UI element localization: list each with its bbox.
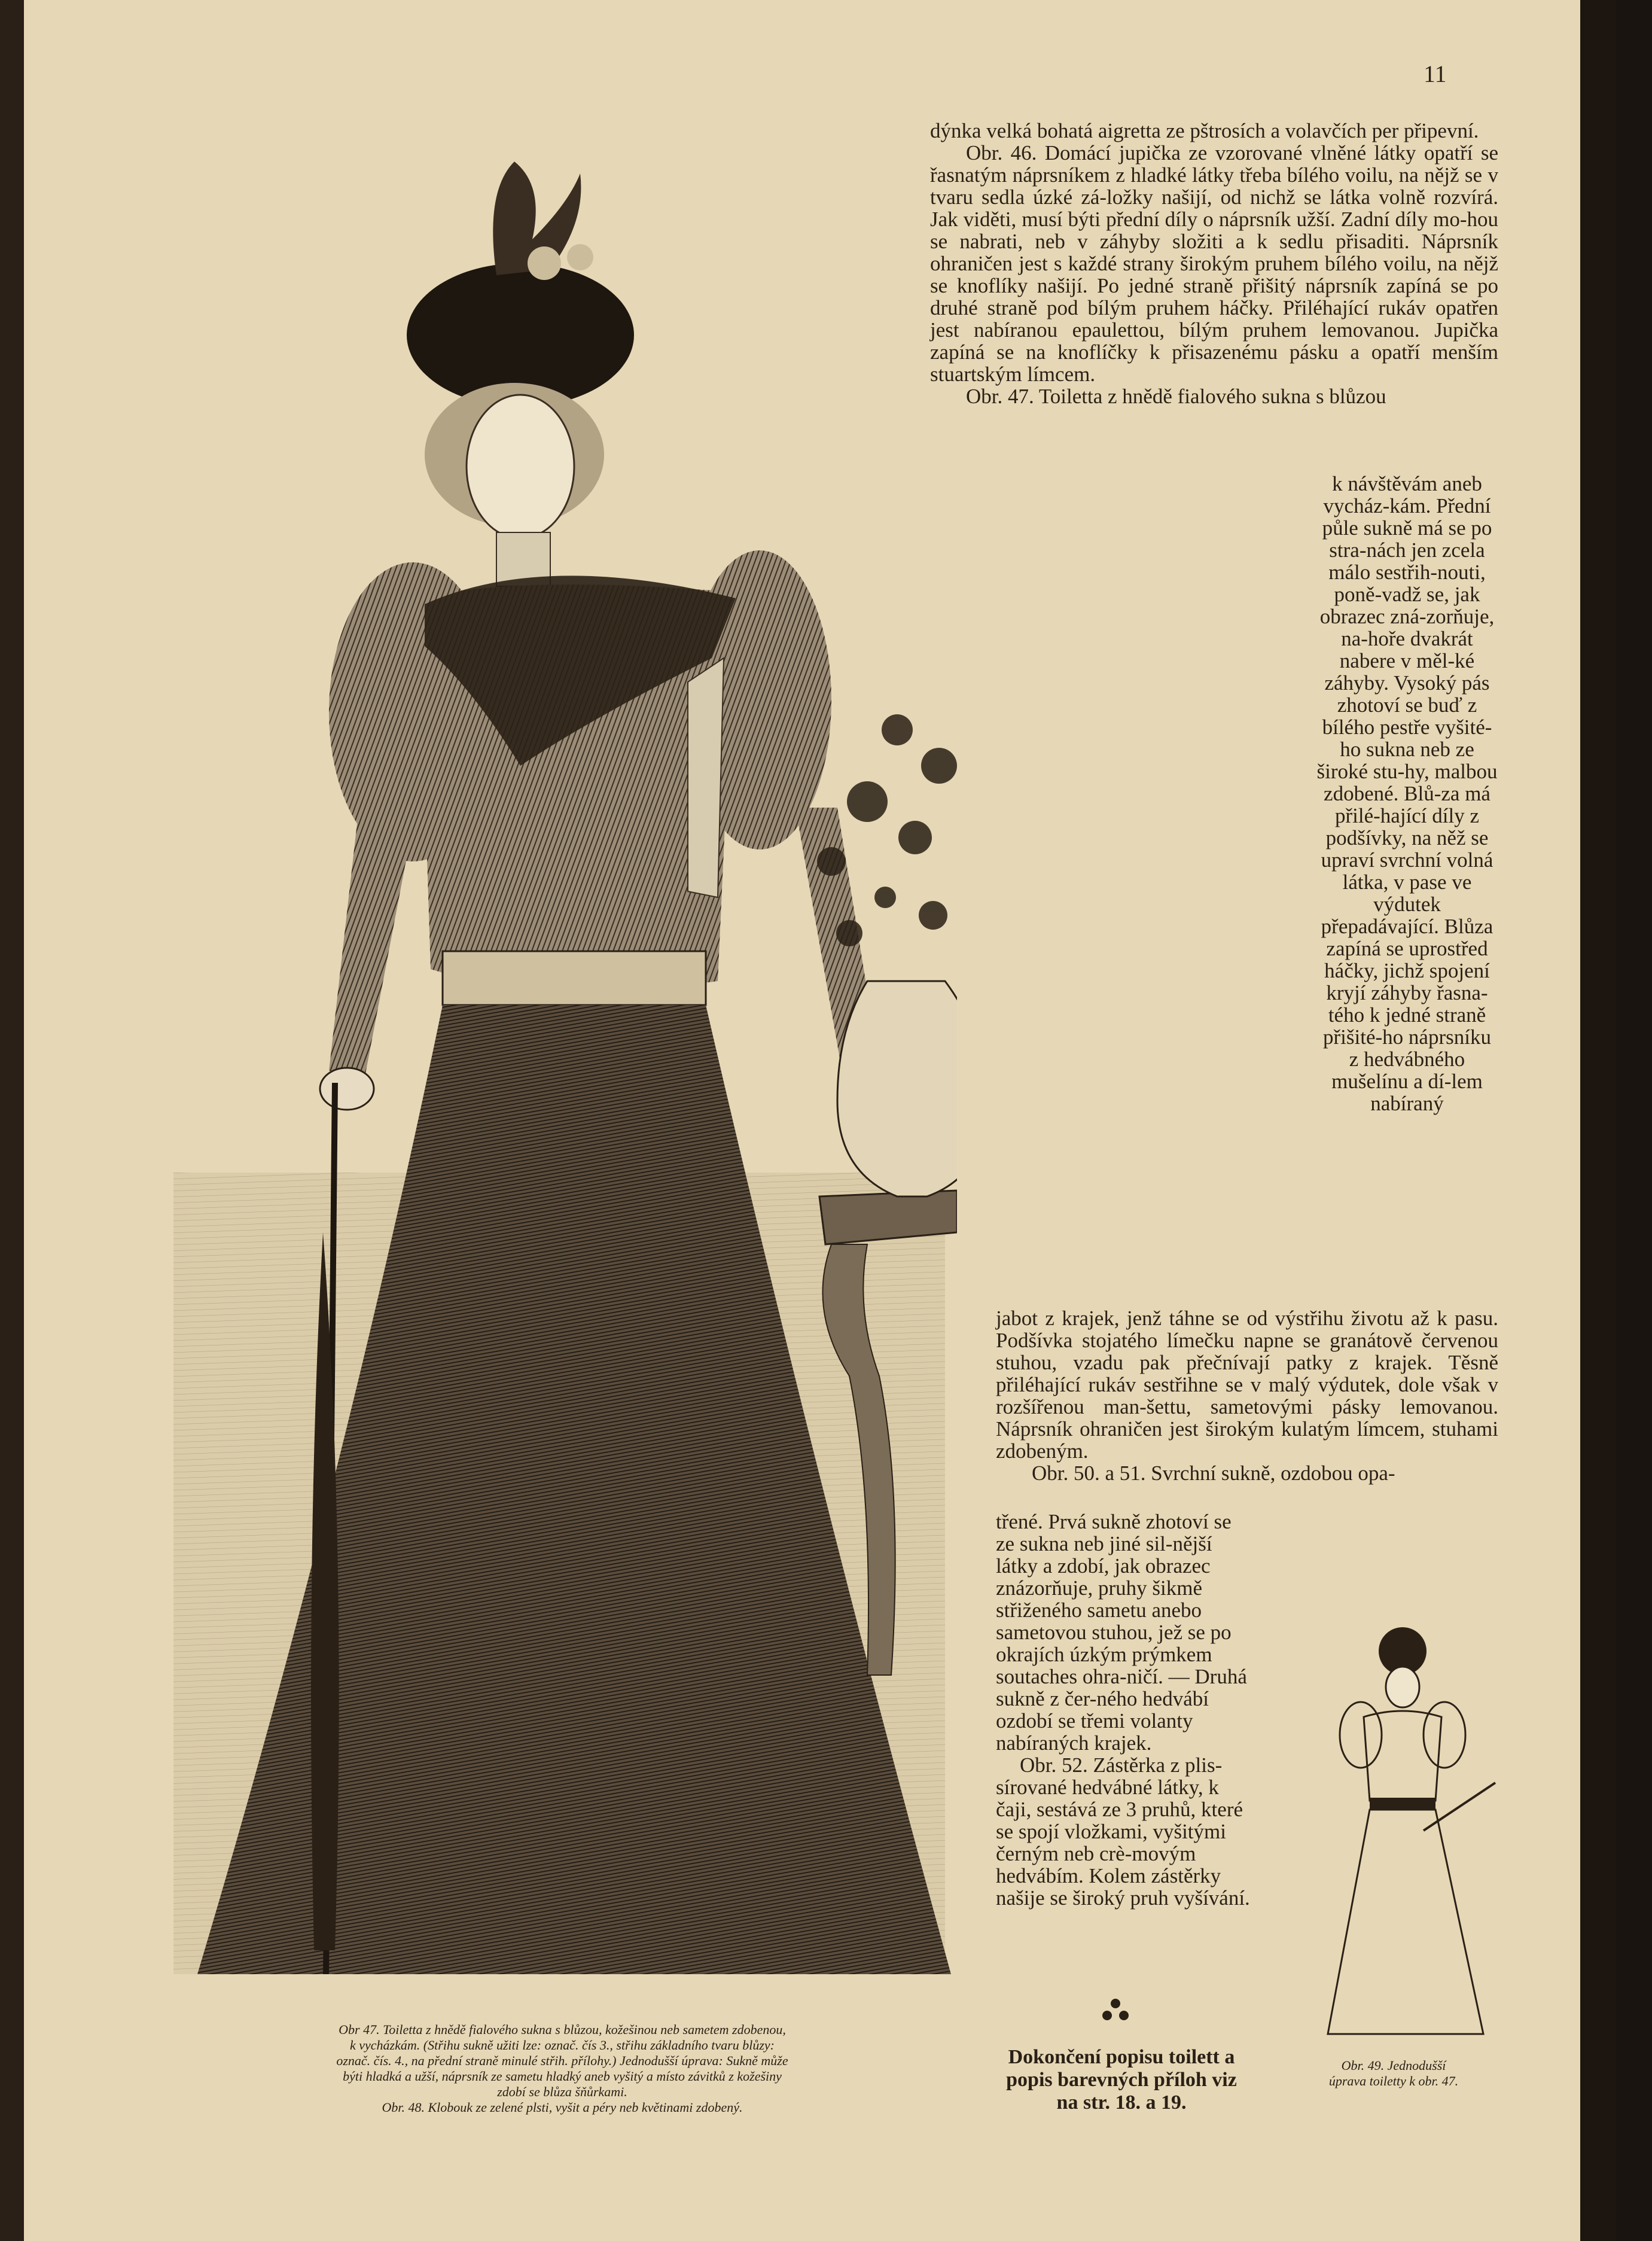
paragraph-obr-52: Obr. 52. Zástěrka z plis-sírované hedvábné látky, k čaji, sestává ze 3 pruhů, které se spojí vložkami, vyšitými černým neb crè-movým hedvábím. Kolem zástěrky našije se široký pruh vyšívání. xyxy=(996,1753,1250,1910)
small-figure-illustration xyxy=(1304,1621,1501,2040)
caption-line: zdobí se blůza šňůrkami. xyxy=(497,2084,627,2099)
caption-line: úprava toiletty k obr. 47. xyxy=(1328,2073,1459,2088)
caption-line: Obr 47. Toiletta z hnědě fialového sukna s blůzou, kožešinou neb sametem zdobenou, xyxy=(339,2022,786,2037)
fashion-illustration-woman-with-umbrella xyxy=(161,120,957,2010)
left-glove-hand xyxy=(320,1068,374,1110)
caption-line: býti hladká a užší, náprsník ze sametu hladký aneb vyšitý a místo závitků z kožešiny xyxy=(343,2069,782,2084)
paragraph-obr-47-start: Obr. 47. Toiletta z hnědě fialového sukna s blůzou xyxy=(966,385,1386,408)
caption-small-figure xyxy=(1292,2058,1495,2089)
page-number: 11 xyxy=(1424,60,1447,87)
paragraph-obr-46: Obr. 46. Domácí jupička ze vzorované vlněné látky opatří se řasnatým náprsníkem z hladké látky třeba bílého voilu, na nějž se v tvaru sedla úzké zá-ložky našijí, od nichž se látka volně rozvírá. Jak viděti, musí býti přední díly o náprsník užší. Zadní díly mo-hou se nabrati, neb v záhyby složiti a k sedlu přisaditi. Náprsník ohraničen jest s každé strany širokým pruhem bílého voilu, na nějž se knoflíky našijí. Po jedné straně přišitý náprsník zapíná se po druhé straně pod bílým pruhem háčky. Přiléhající rukáv opatřen jest nabíranou epaulettou, bílým pruhem lemovanou. Jupička zapíná se na knoflíčky k přisazenému pásku a opatří menším stuartským límcem. xyxy=(930,141,1498,386)
scan-dark-edge xyxy=(1580,0,1616,2241)
magazine-page xyxy=(24,0,1616,2241)
text-column-narrow: k návštěvám aneb vycház-kám. Přední půle sukně má se po stra-nách jen zcela málo sestřih-nouti, poně-vadž se, jak obrazec zná-zorňuje, na-hoře dvakrát nabere v měl-ké záhyby. Vysoký pás zhotoví se buď z bílého pestře vyšité-ho sukna neb ze široké stu-hy, malbou zdobené. Blů-za má přilé-hající díly z podšívky, na něž se upraví svrchní volná látka, v pase ve výdutek přepadávající. Blůza zapíná se uprostřed háčky, jichž spojení kryjí záhyby řasna-tého k jedné straně přišité-ho náprsníku z hedvábného mušelínu a dí-lem nabíraný xyxy=(1316,472,1498,1115)
page-binding-edge xyxy=(0,0,24,2241)
text-column-skirts xyxy=(996,1511,1253,1909)
caption-line-hat: Obr. 48. Klobouk ze zelené plsti, vyšit a péry neb květinami zdobený. xyxy=(382,2100,743,2115)
hat-flower xyxy=(528,246,561,280)
face xyxy=(467,395,574,538)
caption-main-figure xyxy=(203,2022,921,2115)
continuation-note: Dokončení popisu toilett a popis barevných příloh viz na str. 18. a 19. xyxy=(1006,2046,1237,2114)
caption-line: k vycházkám. (Střihu sukně užiti lze: označ. čís 3., střihu základního tvaru blůzy: xyxy=(349,2038,775,2053)
belt xyxy=(443,951,706,1005)
paragraph-skirts: třené. Prvá sukně zhotoví se ze sukna neb jiné sil-nější látky a zdobí, jak obrazec znázorňuje, pruhy šikmě střiženého sametu anebo sametovou stuhou, jež se po okrajích úzkým prýmkem soutaches ohra-ničí. — Druhá sukně z čer-ného hedvábí ozdobí se třemi volanty nabíraných krajek. xyxy=(996,1510,1247,1755)
lace-jabot xyxy=(688,658,724,897)
text-column-top xyxy=(930,120,1498,407)
caption-line: označ. čís. 4., na přední straně minulé střih. přílohy.) Jednodušší úprava: Sukně může xyxy=(336,2053,788,2068)
paragraph-jabot: jabot z krajek, jenž táhne se od výstřihu životu až k pasu. Podšívka stojatého límečku napne se granátově červenou stuhou, vzadu pak přečnívají patky z krajek. Těsně přiléhající rukáv sestřihne se v malý výdutek, dole však v rozšířenou man-šettu, sametovými pásky lemovanou. Náprsník ohraničen jest širokým kulatým límcem, stuhami zdobeným. xyxy=(996,1307,1498,1463)
text-column-bottom xyxy=(996,1307,1498,1484)
caption-line: Obr. 49. Jednodušší xyxy=(1341,2058,1446,2073)
paragraph-aigretta: dýnka velká bohatá aigretta ze pštrosích a volavčích per připevní. xyxy=(930,119,1479,142)
ornament-icon xyxy=(1098,1995,1133,2025)
vase xyxy=(837,981,957,1196)
left-arm xyxy=(329,808,413,1077)
paragraph-obr-50-51: Obr. 50. a 51. Svrchní sukně, ozdobou opa- xyxy=(1032,1461,1395,1485)
